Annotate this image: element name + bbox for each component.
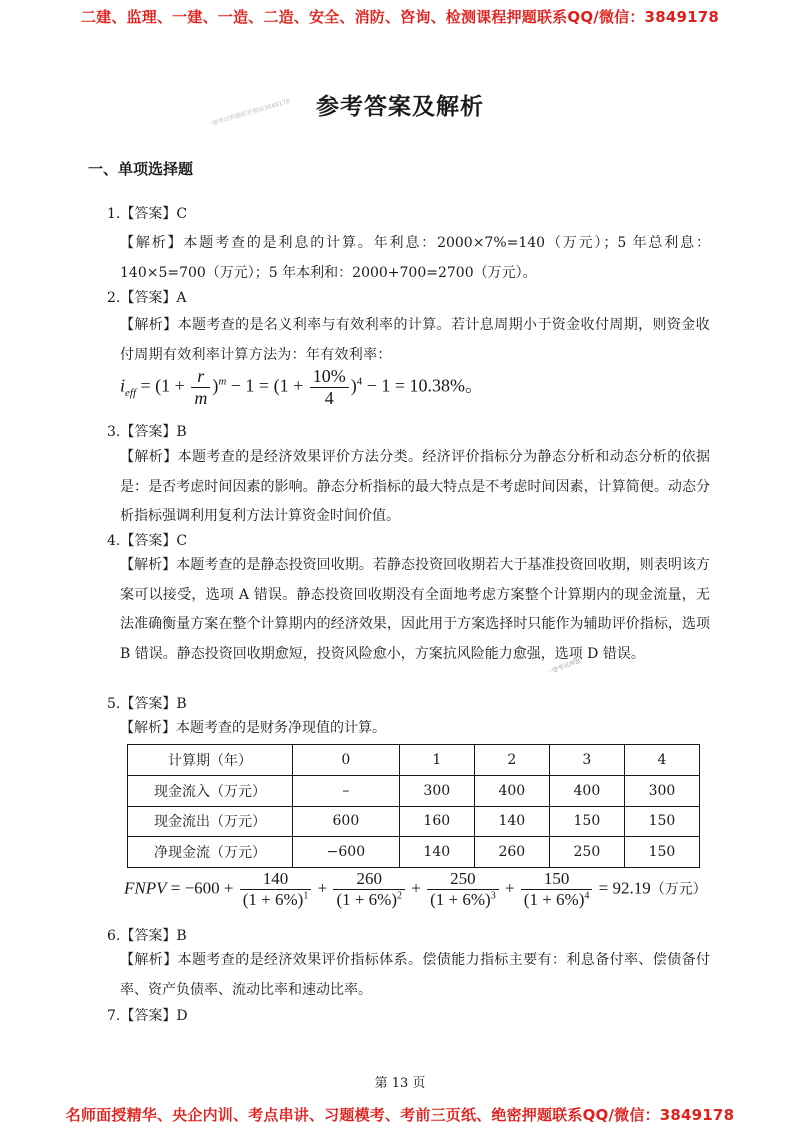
table-cell: 160 [399, 806, 474, 837]
denominator-base: (1 + 6%) [523, 890, 585, 909]
formula-unit: （万元） [650, 881, 707, 898]
question-2-answer [107, 287, 186, 307]
plus-sign: + [317, 878, 328, 898]
table-row [128, 837, 700, 868]
answer-label: 【答案】C [120, 533, 188, 549]
question-6-explanation: 【解析】本题考查的是经济效果评价指标体系。偿债能力指标主要有：利息备付率、偿债备付率、资产负债率、流动比率和速动比率。 [120, 952, 710, 998]
table-cell: 现金流出（万元） [128, 806, 293, 837]
plus-sign: + [504, 878, 515, 898]
table-row [128, 775, 700, 806]
fraction-denominator [427, 889, 499, 910]
formula-result: = 92.19 [598, 878, 651, 898]
formula-lhs: i [120, 375, 126, 396]
question-1-explanation: 【解析】本题考查的是利息的计算。年利息：2000×7%=140（万元）；5 年总利息：140×5=700（万元）；5 年本利和：2000+700=2700（万元）。 [120, 235, 710, 281]
fraction-numerator: r [197, 366, 205, 386]
table-cell: 140 [474, 806, 549, 837]
question-number: 5. [107, 696, 121, 712]
faint-watermark: 一建考试押题 [545, 657, 582, 677]
table-cell: 250 [549, 837, 624, 868]
denominator-exponent: 4 [584, 890, 590, 902]
formula-part: = (1 + [140, 375, 185, 396]
table-cell: 2 [474, 745, 549, 776]
answer-label: 【答案】D [120, 1008, 188, 1024]
table-cell: 300 [399, 775, 474, 806]
fraction-numerator: 140 [262, 869, 289, 888]
question-7-answer [107, 1005, 188, 1025]
table-cell: 400 [474, 775, 549, 806]
fraction-denominator [240, 889, 312, 910]
table-cell: 260 [474, 837, 549, 868]
table-cell: 计算期（年） [128, 745, 293, 776]
table-row [128, 806, 700, 837]
question-number: 6. [107, 928, 121, 944]
question-2-explanation: 【解析】本题考查的是名义利率与有效利率的计算。若计息周期小于资金收付周期，则资金收付周期有效利率计算方法为：年有效利率： [120, 317, 710, 363]
formula-subscript: eff [125, 387, 137, 400]
table-cell: 150 [624, 806, 699, 837]
fraction-denominator [521, 889, 593, 910]
formula-part: − 1 = (1 + [230, 375, 304, 396]
table-cell: 400 [549, 775, 624, 806]
answer-label: 【答案】A [120, 290, 187, 306]
faint-watermark: 一建考试押题联系微信3849178 [205, 98, 291, 129]
denominator-exponent: 3 [490, 890, 496, 902]
effective-rate-formula: $i_{eff} = (1$ + $\frac{r}{m}$ )$^m$ − 1 = (1 + $\frac{10\%}{4}$ )$^4$ − 1 = 10.38%。 [120, 366, 484, 408]
table-cell: 净现金流（万元） [128, 837, 293, 868]
table-cell: −600 [293, 837, 400, 868]
denominator-base: (1 + 6%) [242, 890, 304, 909]
fraction-numerator: 150 [543, 869, 570, 888]
table-cell: 150 [549, 806, 624, 837]
formula-tail: 。 [465, 375, 484, 396]
table-cell: 300 [624, 775, 699, 806]
question-number: 3. [107, 424, 121, 440]
answer-label: 【答案】B [120, 424, 187, 440]
table-cell: 600 [293, 806, 400, 837]
table-cell: 140 [399, 837, 474, 868]
table-header-row [128, 745, 700, 776]
formula-exponent: m [218, 375, 227, 388]
table-cell: 0 [293, 745, 400, 776]
formula-result: − 1 = 10.38% [366, 375, 466, 396]
header-promo-banner: 二建、监理、一建、一造、二造、安全、消防、咨询、检测课程押题联系QQ/微信：3849178 [80, 8, 720, 26]
question-number: 4. [107, 533, 121, 549]
table-cell: 150 [624, 837, 699, 868]
fraction-rate-over-periods [310, 366, 349, 409]
question-6-answer [107, 925, 187, 945]
table-cell: 1 [399, 745, 474, 776]
page-number: 第 13 页 [374, 1076, 426, 1091]
fraction-denominator: m [191, 387, 210, 409]
plus-sign: + [411, 878, 421, 898]
fraction-numerator: 10% [312, 366, 346, 386]
fnpv-formula [124, 869, 707, 910]
table-cell: 4 [624, 745, 699, 776]
question-3-answer [107, 421, 187, 441]
cashflow-table [127, 744, 700, 868]
answer-label: 【答案】B [120, 696, 187, 712]
denominator-exponent: 2 [397, 890, 403, 902]
discount-term [521, 869, 593, 910]
fraction-numerator: 260 [356, 869, 382, 888]
footer-promo-banner: 名师面授精华、央企内训、考点串讲、习题模考、考前三页纸、绝密押题联系QQ/微信：3849178 [65, 1106, 735, 1124]
table-cell: – [293, 775, 400, 806]
formula-lhs: FNPV [124, 878, 167, 898]
formula-exponent: 4 [356, 375, 363, 388]
fraction-denominator: 4 [310, 387, 349, 409]
fraction-r-over-m [191, 366, 210, 409]
answer-label: 【答案】C [120, 206, 188, 222]
question-number: 1. [107, 206, 121, 222]
fraction-numerator: 250 [450, 869, 476, 888]
table-cell: 3 [549, 745, 624, 776]
fraction-denominator [333, 889, 405, 910]
question-number: 2. [107, 290, 121, 306]
denominator-base: (1 + 6%) [430, 890, 491, 909]
formula-part: = −600 + [170, 878, 234, 898]
question-4-explanation: 【解析】本题考查的是静态投资回收期。若静态投资回收期若大于基准投资回收期，则表明该方案可以接受，选项 A 错误。静态投资回收期没有全面地考虑方案整个计算期内的现金流量，无法准确衡量方案在整个计算期内的经济效果，因此用于方案选择时只能作为辅助评价指标，选项 B 错误。静态投资回收期愈短，投资风险愈小，方案抗风险能力愈强，选项 D 错误。 [120, 557, 710, 662]
table-cell: 现金流入（万元） [128, 775, 293, 806]
question-5-explanation: 【解析】本题考查的是财务净现值的计算。 [120, 720, 386, 736]
discount-term [427, 869, 499, 910]
question-1-answer [107, 203, 187, 223]
question-5-answer [107, 693, 187, 713]
denominator-exponent: 1 [303, 890, 309, 902]
question-number: 7. [107, 1008, 121, 1024]
section-heading: 一、单项选择题 [88, 160, 194, 178]
page-title: 参考答案及解析 [316, 94, 484, 120]
discount-term [240, 869, 312, 910]
answer-label: 【答案】B [120, 928, 187, 944]
question-4-answer [107, 530, 187, 550]
denominator-base: (1 + 6%) [336, 890, 398, 909]
question-3-explanation: 【解析】本题考查的是经济效果评价方法分类。经济评价指标分为静态分析和动态分析的依据是：是否考虑时间因素的影响。静态分析指标的最大特点是不考虑时间因素，计算简便。动态分析指标强调利用复利方法计算资金时间价值。 [120, 449, 710, 524]
discount-term [333, 869, 405, 910]
